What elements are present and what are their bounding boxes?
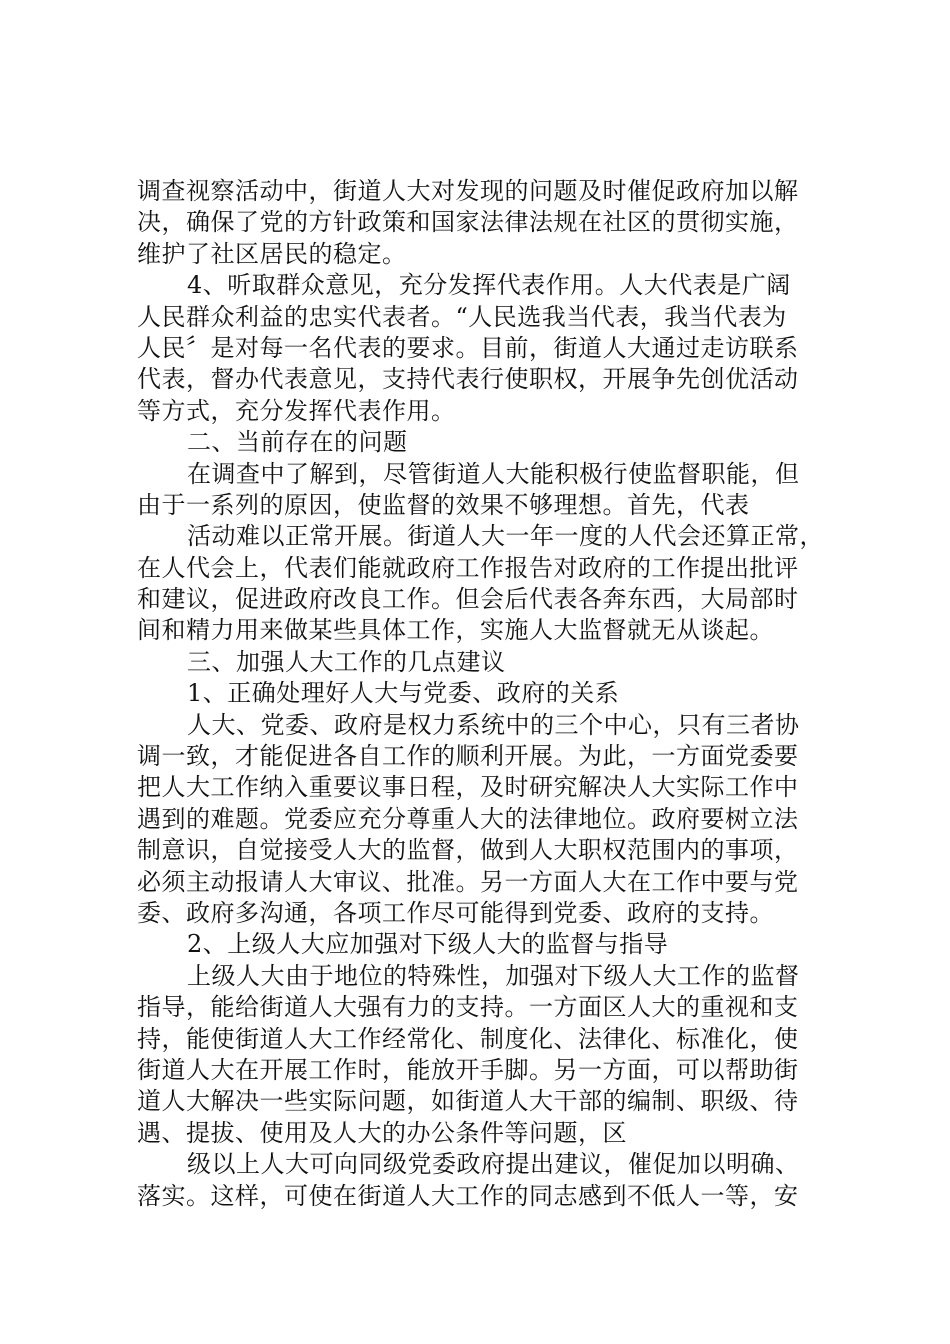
- text-line: 维护了社区居民的稳定。: [137, 239, 407, 268]
- text-line: 人大、党委、政府是权力系统中的三个中心，只有三者协: [187, 710, 800, 739]
- text-line: 等方式，充分发挥代表作用。: [137, 396, 456, 425]
- text-line: 4、听取群众意见，充分发挥代表作用。人大代表是广阔: [187, 271, 791, 300]
- text-line: 代表，督办代表意见，支持代表行使职权，开展争先创优活动: [137, 365, 799, 394]
- text-line: 由于一系列的原因，使监督的效果不够理想。首先，代表: [137, 490, 750, 519]
- text-line: 制意识，自觉接受人大的监督，做到人大职权范围内的事项，: [137, 836, 799, 865]
- section-heading: 三、加强人大工作的几点建议: [187, 647, 506, 676]
- text-line: 人民〞是对每一名代表的要求。目前，街道人大通过走访联系: [137, 333, 799, 362]
- text-line: 人民群众利益的忠实代表者。“人民选我当代表，我当代表为: [137, 302, 787, 331]
- text-line: 把人大工作纳入重要议事日程，及时研究解决人大实际工作中: [137, 773, 799, 802]
- text-line: 道人大解决一些实际问题，如街道人大干部的编制、职级、待: [137, 1087, 799, 1116]
- text-line: 必须主动报请人大审议、批准。另一方面人大在工作中要与党: [137, 867, 799, 896]
- text-line: 持，能使街道人大工作经常化、制度化、法律化、标准化，使: [137, 1024, 799, 1053]
- text-line: 活动难以正常开展。街道人大一年一度的人代会还算正常，: [187, 522, 824, 551]
- text-line: 遇到的难题。党委应充分尊重人大的法律地位。政府要树立法: [137, 804, 799, 833]
- text-line: 在人代会上，代表们能就政府工作报告对政府的工作提出批评: [137, 553, 799, 582]
- subsection-heading: 2、上级人大应加强对下级人大的监督与指导: [187, 930, 669, 959]
- document-body-text: [137, 176, 837, 1212]
- text-line: 调查视察活动中，街道人大对发现的问题及时催促政府加以解: [137, 177, 799, 205]
- section-heading: 二、当前存在的问题: [187, 428, 408, 457]
- text-line: 间和精力用来做某些具体工作，实施人大监督就无从谈起。: [137, 616, 774, 645]
- text-line: 决，确保了党的方针政策和国家法律法规在社区的贯彻实施，: [137, 208, 799, 237]
- text-line: 在调查中了解到，尽管街道人大能积极行使监督职能，但: [187, 459, 800, 488]
- text-line: 落实。这样，可使在街道人大工作的同志感到不低人一等，安: [137, 1181, 799, 1210]
- subsection-heading: 1、正确处理好人大与党委、政府的关系: [187, 679, 620, 708]
- text-line: 上级人大由于地位的特殊性，加强对下级人大工作的监督: [187, 961, 800, 990]
- text-line: 委、政府多沟通，各项工作尽可能得到党委、政府的支持。: [137, 898, 774, 927]
- text-line: 级以上人大可向同级党委政府提出建议，催促加以明确、: [187, 1150, 800, 1179]
- text-line: 遇、提拔、使用及人大的办公条件等问题，区: [137, 1118, 627, 1147]
- text-line: 街道人大在开展工作时，能放开手脚。另一方面，可以帮助街: [137, 1055, 799, 1084]
- text-line: 和建议，促进政府改良工作。但会后代表各奔东西，大局部时: [137, 585, 799, 614]
- text-line: 调一致，才能促进各自工作的顺利开展。为此，一方面党委要: [137, 742, 799, 771]
- text-line: 指导，能给街道人大强有力的支持。一方面区人大的重视和支: [137, 993, 799, 1022]
